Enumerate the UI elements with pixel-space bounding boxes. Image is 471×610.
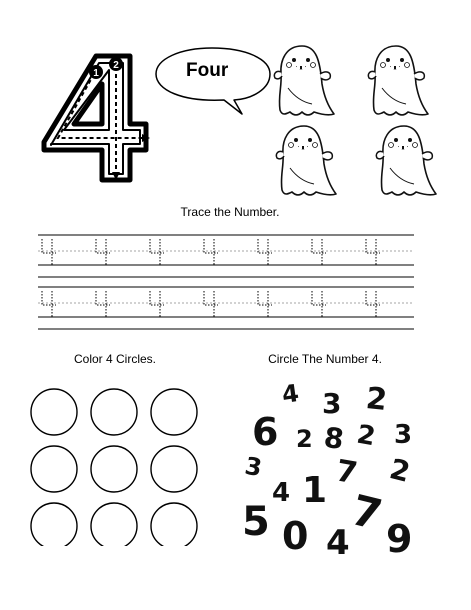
- ghost-icon: [366, 40, 430, 120]
- scattered-number-6[interactable]: 6: [252, 410, 279, 454]
- color-circle[interactable]: [151, 503, 197, 546]
- color-circle[interactable]: [151, 446, 197, 492]
- scattered-number-2[interactable]: 2: [386, 452, 414, 489]
- scattered-number-1[interactable]: 1: [302, 470, 328, 511]
- trace-digit-four: [204, 291, 218, 317]
- scattered-number-4[interactable]: 4: [326, 523, 350, 563]
- trace-digit-four: [42, 291, 56, 317]
- scattered-number-5[interactable]: 5: [242, 499, 270, 545]
- ghost-icon: [374, 120, 438, 200]
- number-word: Four: [186, 60, 229, 81]
- scattered-number-0[interactable]: 0: [282, 514, 309, 558]
- trace-digit-four: [312, 291, 326, 317]
- scattered-number-7[interactable]: 7: [333, 453, 360, 492]
- scattered-number-2[interactable]: 2: [354, 419, 378, 453]
- trace-digit-four: [366, 291, 380, 317]
- scattered-number-3[interactable]: 3: [242, 451, 265, 483]
- trace-digit-four: [204, 239, 218, 265]
- color-circles-grid: [28, 386, 208, 546]
- scattered-number-9[interactable]: 9: [386, 517, 413, 561]
- scattered-number-3[interactable]: 3: [322, 387, 342, 420]
- circle-heading: Circle The Number 4.: [268, 352, 382, 366]
- color-circle[interactable]: [91, 446, 137, 492]
- trace-digit-four: [150, 239, 164, 265]
- trace-digit-four: [96, 239, 110, 265]
- color-circle[interactable]: [91, 503, 137, 546]
- color-circle[interactable]: [31, 389, 77, 435]
- tracing-area: [38, 233, 416, 333]
- color-heading: Color 4 Circles.: [73, 352, 157, 366]
- scattered-number-8[interactable]: 8: [321, 420, 346, 457]
- scattered-number-2[interactable]: 2: [296, 425, 313, 453]
- color-circle[interactable]: [151, 389, 197, 435]
- stroke-marker-1-label: 1: [93, 68, 99, 79]
- ghost-icon: [274, 120, 338, 200]
- scattered-number-3[interactable]: 3: [394, 420, 413, 450]
- big-number-four-outline: [34, 46, 154, 186]
- trace-digit-four: [96, 291, 110, 317]
- color-circle[interactable]: [91, 389, 137, 435]
- trace-digit-four: [42, 239, 56, 265]
- scattered-number-4[interactable]: 4: [280, 378, 301, 410]
- scattered-number-7[interactable]: 7: [346, 485, 387, 540]
- color-circle[interactable]: [31, 503, 77, 546]
- trace-heading: Trace the Number.: [180, 205, 280, 219]
- trace-digit-four: [258, 291, 272, 317]
- trace-digit-four: [312, 239, 326, 265]
- scattered-number-2[interactable]: 2: [364, 381, 389, 418]
- trace-digit-four: [366, 239, 380, 265]
- trace-digit-four: [150, 291, 164, 317]
- ghost-icon: [272, 40, 336, 120]
- trace-digit-four: [258, 239, 272, 265]
- scattered-number-4[interactable]: 4: [272, 478, 291, 508]
- stroke-marker-2-label: 2: [113, 60, 119, 71]
- color-circle[interactable]: [31, 446, 77, 492]
